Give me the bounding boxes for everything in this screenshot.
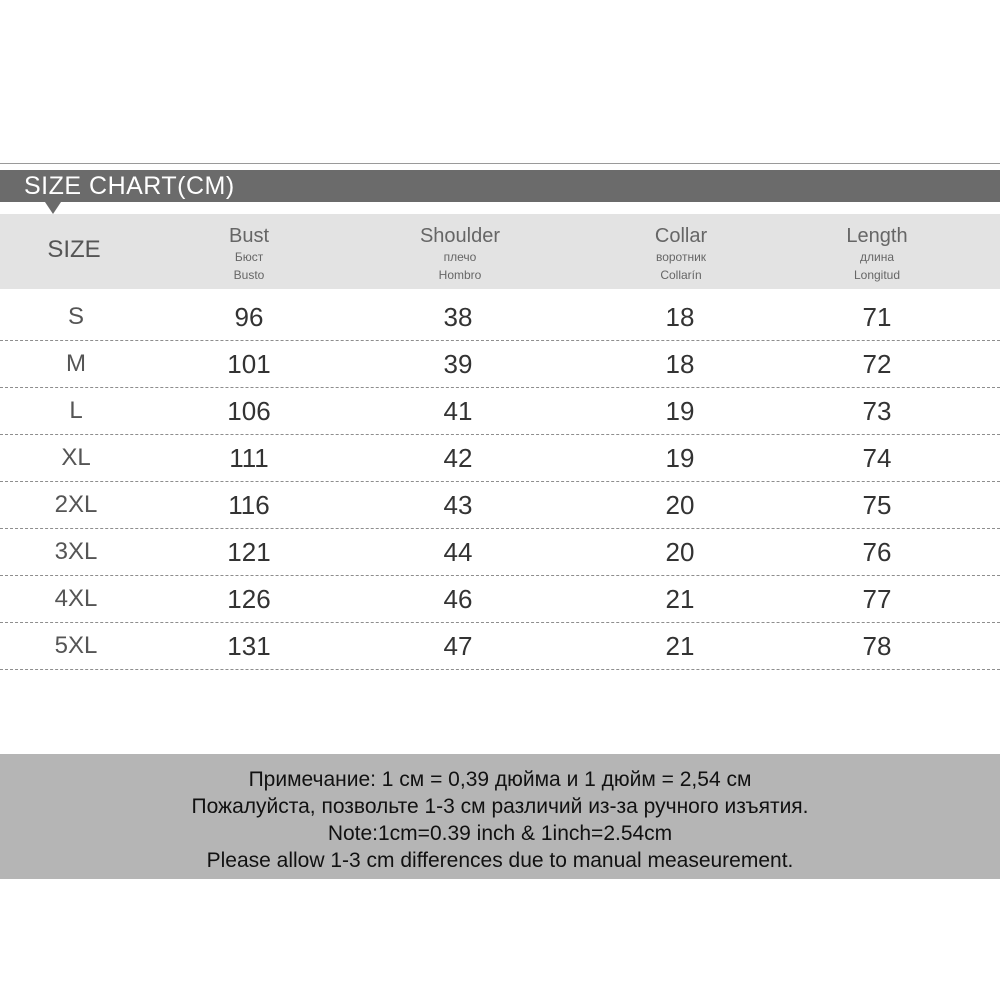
shoulder-column-header [420,214,500,289]
table-row [0,294,1000,341]
chart-title: SIZE CHART(CM) [24,172,235,200]
measurement-note-box [0,754,1000,879]
collar-cell: 20 [665,537,695,567]
bust-header-ru: Бюст [234,250,264,264]
shoulder-cell: 44 [443,537,473,567]
length-header-ru: длина [859,250,895,264]
bust-cell: 116 [228,490,270,520]
length-header-en: Length [846,225,908,247]
size-cell: S [67,303,85,330]
bust-cell: 96 [234,302,264,332]
table-row [0,482,1000,529]
table-row [0,529,1000,576]
size-cell: M [66,350,86,377]
collar-cell: 20 [665,490,695,520]
collar-header-ru: воротник [655,250,707,264]
bust-header-es: Busto [233,268,265,282]
shoulder-cell: 46 [443,584,473,614]
bust-cell: 131 [227,631,271,661]
note-line-ru-tolerance: Пожалуйста, позвольте 1-3 см различий из-за ручного изъятия. [191,795,809,818]
bust-column-header [229,214,269,289]
length-cell: 76 [862,537,892,567]
table-row [0,435,1000,482]
length-cell: 78 [862,631,892,661]
size-column-header: SIZE [47,236,101,263]
length-header-es: Longitud [853,268,901,282]
shoulder-cell: 43 [443,490,473,520]
note-line-ru-conversion: Примечание: 1 см = 0,39 дюйма и 1 дюйм = 2,54 см [248,768,752,791]
shoulder-cell: 41 [443,396,473,426]
table-row [0,576,1000,623]
size-cell: 5XL [54,632,98,659]
size-cell: 3XL [54,538,98,565]
length-cell: 71 [862,302,892,332]
length-cell: 73 [862,396,892,426]
top-divider-line [0,163,1000,164]
length-cell: 75 [862,490,892,520]
collar-column-header [655,214,707,289]
shoulder-cell: 39 [443,349,473,379]
collar-cell: 21 [665,584,695,614]
length-column-header [846,214,907,289]
bust-cell: 111 [229,443,269,473]
length-cell: 74 [862,443,892,473]
size-cell: 2XL [54,491,98,518]
shoulder-header-es: Hombro [438,268,482,282]
size-cell: 4XL [54,585,98,612]
shoulder-header-ru: плечо [443,250,477,264]
length-cell: 72 [862,349,892,379]
shoulder-cell: 42 [443,443,473,473]
table-row [0,341,1000,388]
collar-header-en: Collar [654,225,708,247]
bust-cell: 106 [227,396,271,426]
collar-cell: 18 [665,349,695,379]
row-divider [0,669,1000,670]
size-cell: L [69,397,83,424]
title-pointer-icon [45,202,61,214]
collar-cell: 21 [665,631,695,661]
shoulder-cell: 47 [443,631,473,661]
bust-cell: 101 [227,349,271,379]
table-row [0,388,1000,435]
bust-cell: 126 [227,584,271,614]
collar-header-es: Collarín [660,268,702,282]
length-cell: 77 [862,584,892,614]
table-row [0,623,1000,670]
collar-cell: 19 [665,443,695,473]
collar-cell: 18 [665,302,695,332]
collar-cell: 19 [665,396,695,426]
shoulder-header-en: Shoulder [419,225,501,247]
size-cell: XL [61,444,91,471]
note-line-en-tolerance: Please allow 1-3 cm differences due to manual measeurement. [206,849,794,872]
bust-cell: 121 [227,537,271,567]
note-line-en-conversion: Note:1cm=0.39 inch & 1inch=2.54cm [327,822,673,845]
shoulder-cell: 38 [443,302,473,332]
bust-header-en: Bust [228,225,270,247]
